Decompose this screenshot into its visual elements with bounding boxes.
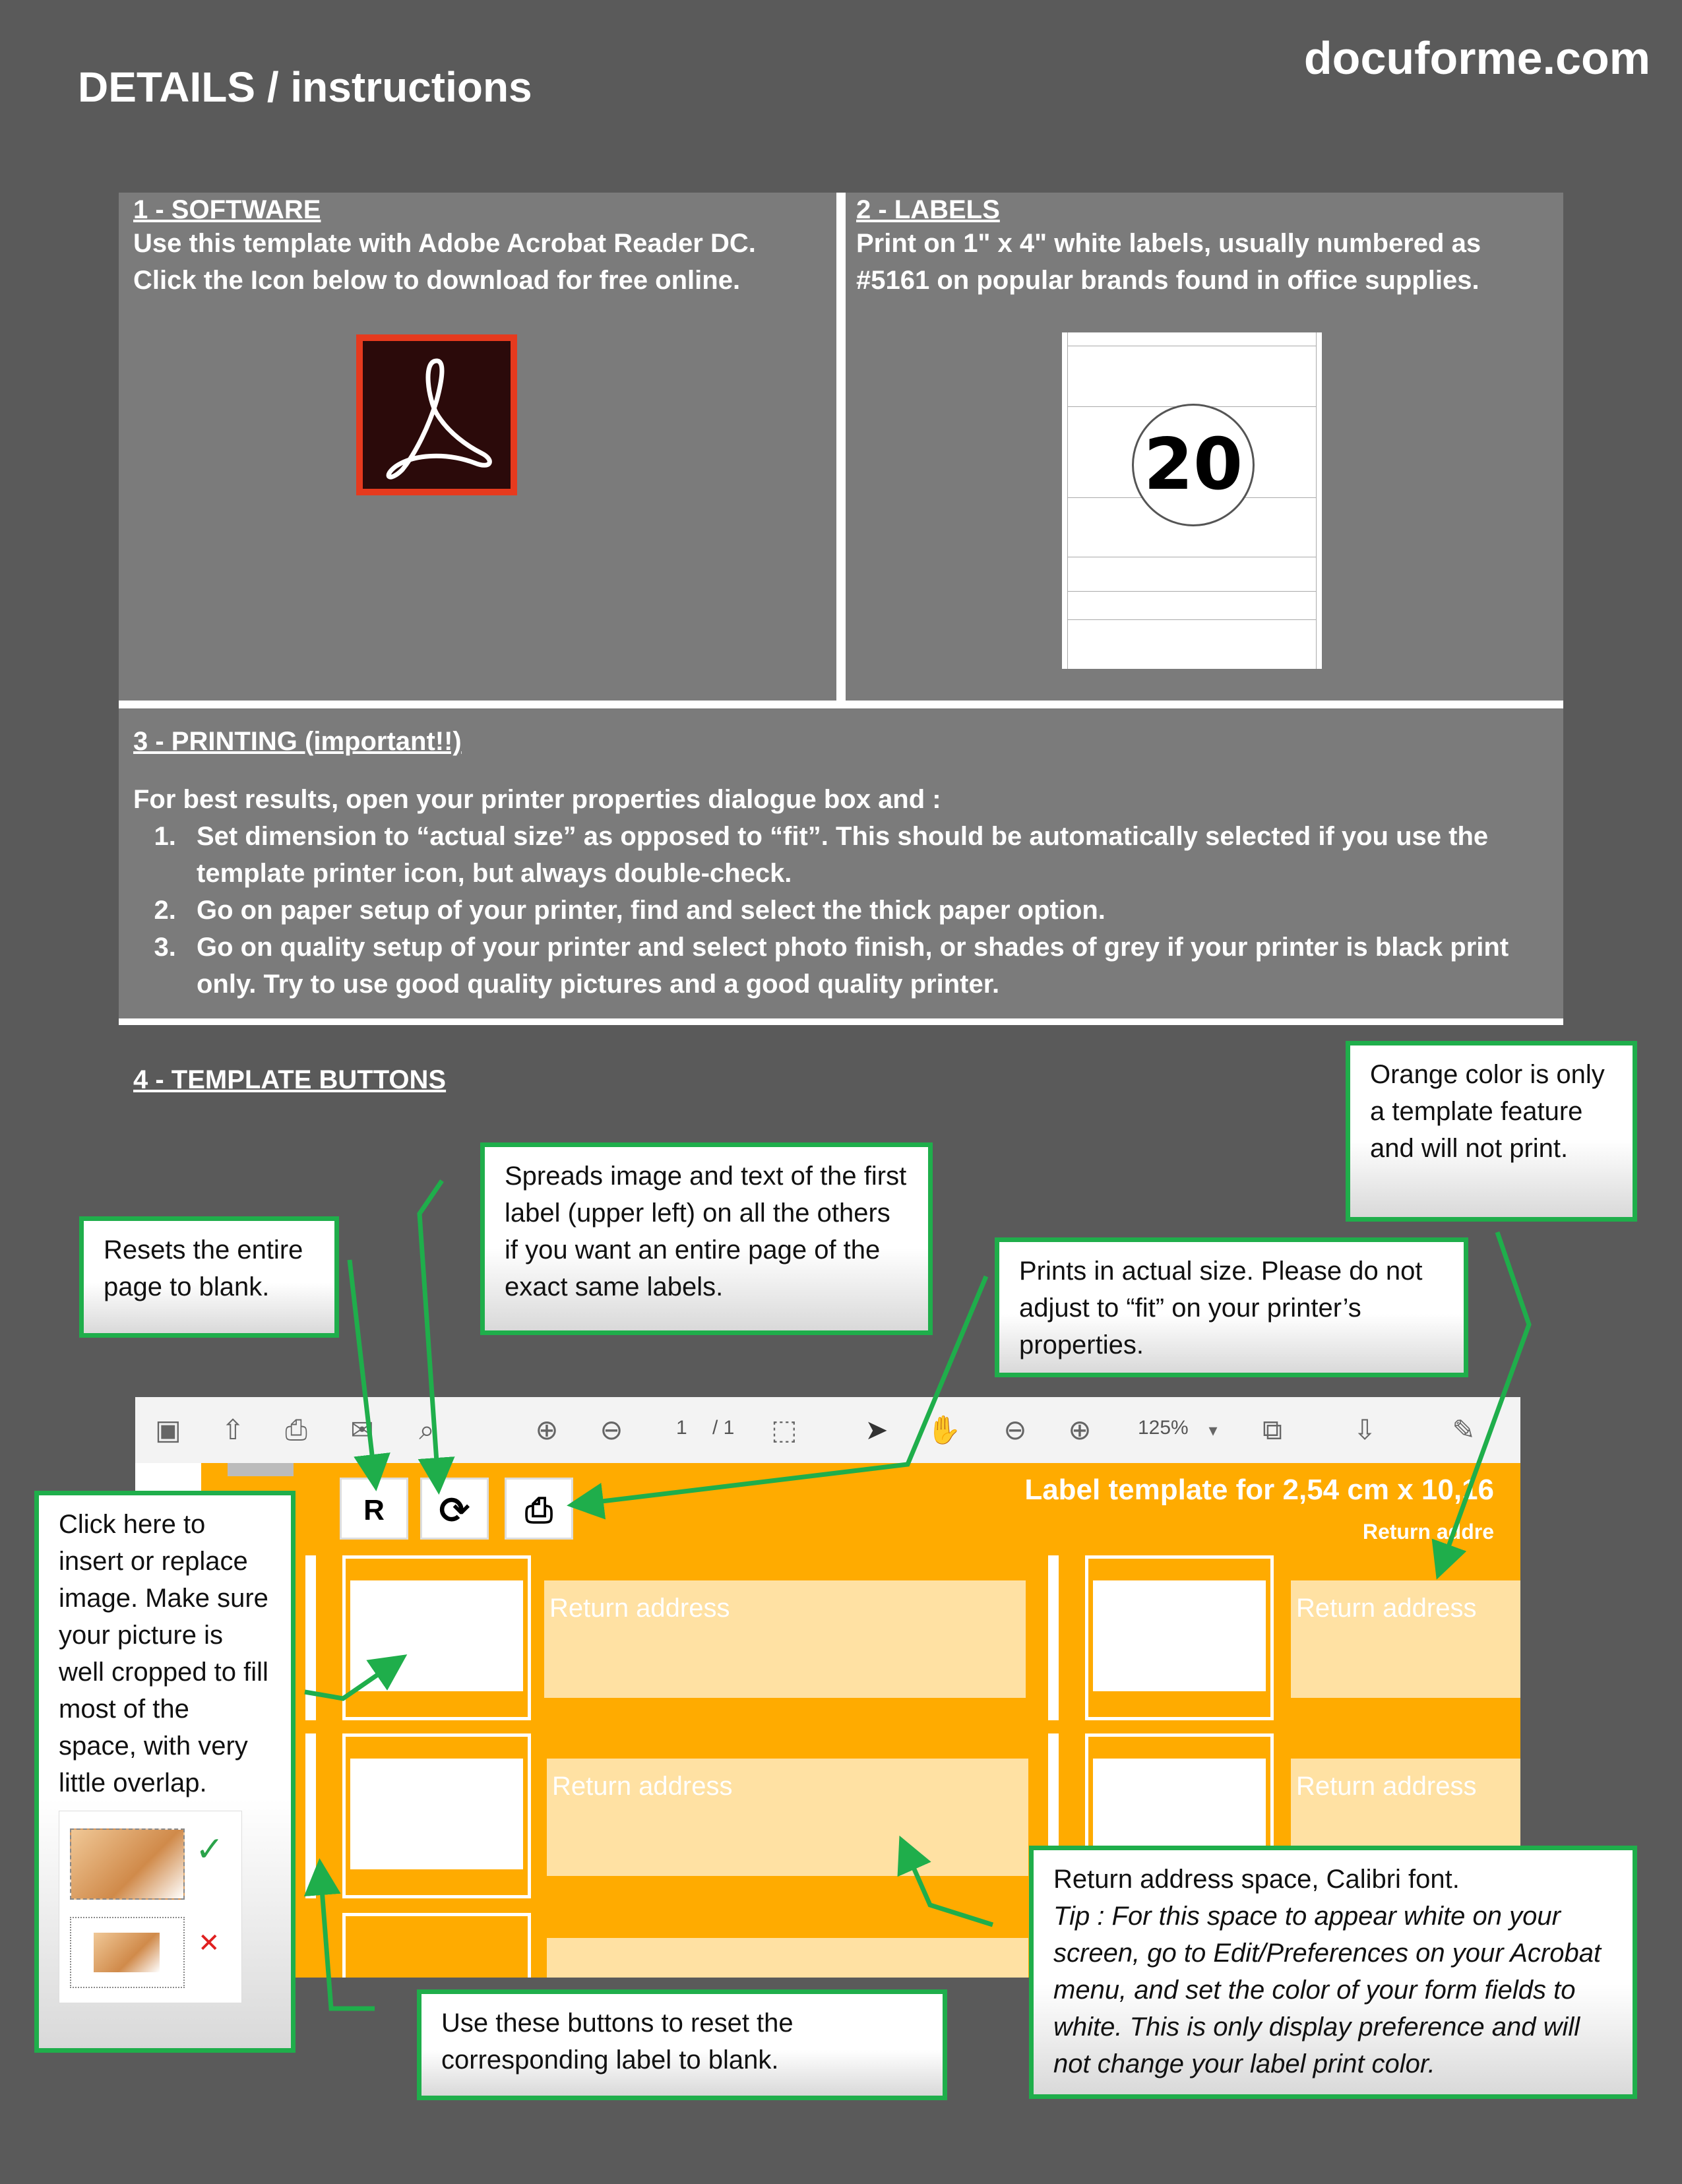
return-address-field[interactable]: Return address	[1291, 1759, 1520, 1876]
select-cursor-icon[interactable]: ➤	[865, 1414, 888, 1445]
template-title: Label template for 2,54 cm x 10,16	[1024, 1474, 1494, 1506]
comment-icon[interactable]: ✎	[1452, 1414, 1476, 1445]
printing-title: 3 - PRINTING (important!!)	[133, 727, 462, 756]
return-address-tip: Tip : For this space to appear white on your screen, go to Edit/Preferences on your Acrobat menu, and set the color of your form fields to white. This is only display preference and will not change your label print color.	[1053, 1902, 1602, 2078]
bad-cross-icon: ✕	[198, 1929, 220, 1958]
good-check-icon: ✓	[195, 1830, 224, 1869]
printing-step-2: 2. Go on paper setup of your printer, find and select the thick paper option.	[183, 892, 1558, 929]
printing-step-3: 3. Go on quality setup of your printer and select photo finish, or shades of grey if your printer is black print only. Try to use good quality pictures and a good quality printer.	[183, 929, 1558, 1003]
arrow-return	[905, 1848, 993, 1925]
upload-icon[interactable]: ⇧	[221, 1414, 245, 1445]
arrow-reset-label	[321, 1872, 375, 2009]
return-address-field[interactable]: Return address	[544, 1580, 1026, 1698]
return-address-callout-title: Return address space, Calibri font.	[1053, 1865, 1460, 1894]
page-up-icon[interactable]: ⊕	[535, 1414, 559, 1445]
spread-callout: Spreads image and text of the first label (upper left) on all the others if you want an entire page of the exact same labels.	[480, 1142, 933, 1335]
page-down-icon[interactable]: ⊖	[600, 1414, 623, 1445]
page-number-input[interactable]: 1	[676, 1417, 687, 1439]
arrow-image	[305, 1662, 396, 1699]
zoom-level-select[interactable]: 125%	[1138, 1417, 1189, 1439]
reset-all-button[interactable]: R	[340, 1478, 408, 1540]
label-count-number: 20	[1143, 423, 1243, 506]
reset-label-callout: Use these buttons to reset the corresponding label to blank.	[417, 1989, 947, 2100]
page-title: DETAILS / instructions	[78, 63, 532, 111]
print-icon[interactable]: ⎙	[285, 1414, 307, 1445]
labels-line-1: Print on 1" x 4" white labels, usually numbered as	[856, 229, 1481, 258]
hand-tool-icon[interactable]: ✋	[927, 1414, 962, 1445]
image-callout-text: Click here to insert or replace image. Make sure your picture is well cropped to fill most of the space, with very little overlap.	[59, 1510, 268, 1797]
zoom-dropdown-icon[interactable]: ▾	[1208, 1420, 1218, 1440]
brand-logo-text[interactable]: docuforme.com	[1303, 32, 1650, 84]
arrow-reset	[350, 1260, 375, 1478]
save-icon[interactable]: ▣	[155, 1414, 181, 1445]
page-total: / 1	[712, 1417, 735, 1439]
marquee-zoom-icon[interactable]: ⬚	[771, 1414, 797, 1445]
reset-all-callout: Resets the entire page to blank.	[79, 1216, 339, 1338]
search-icon[interactable]: ⌕	[419, 1414, 435, 1445]
labels-title: 2 - LABELS	[856, 195, 1000, 224]
zoom-out-icon[interactable]: ⊖	[1003, 1414, 1027, 1445]
return-address-field[interactable]: Return address	[1291, 1580, 1520, 1698]
template-subtitle: Return addre	[1362, 1520, 1494, 1544]
template-buttons-title: 4 - TEMPLATE BUTTONS	[133, 1065, 447, 1094]
arrow-spread	[420, 1181, 442, 1481]
return-address-field[interactable]: Return address	[547, 1759, 1028, 1876]
mail-icon[interactable]: ✉	[350, 1414, 374, 1445]
print-callout: Prints in actual size. Please do not adjust to “fit” on your printer’s properties.	[995, 1237, 1468, 1377]
arrow-print	[580, 1276, 986, 1504]
fit-page-icon[interactable]: ⧉	[1262, 1414, 1282, 1445]
printing-step-1: 1. Set dimension to “actual size” as opposed to “fit”. This should be automatically selected if you use the template printer icon, but always double-check.	[183, 818, 1558, 892]
zoom-in-icon[interactable]: ⊕	[1068, 1414, 1092, 1445]
software-line-1: Use this template with Adobe Acrobat Reader DC.	[133, 229, 756, 258]
software-title: 1 - SOFTWARE	[133, 195, 321, 224]
spread-button[interactable]: ⟳	[420, 1478, 489, 1540]
scroll-mode-icon[interactable]: ⇩	[1353, 1414, 1377, 1445]
arrow-orange	[1441, 1232, 1529, 1567]
printing-intro: For best results, open your printer properties dialogue box and :	[133, 785, 941, 814]
orange-color-callout: Orange color is only a template feature and will not print.	[1346, 1041, 1637, 1222]
software-line-2: Click the Icon below to download for free online.	[133, 266, 741, 295]
print-button[interactable]: ⎙	[505, 1478, 573, 1540]
labels-line-2: #5161 on popular brands found in office supplies.	[856, 266, 1480, 295]
